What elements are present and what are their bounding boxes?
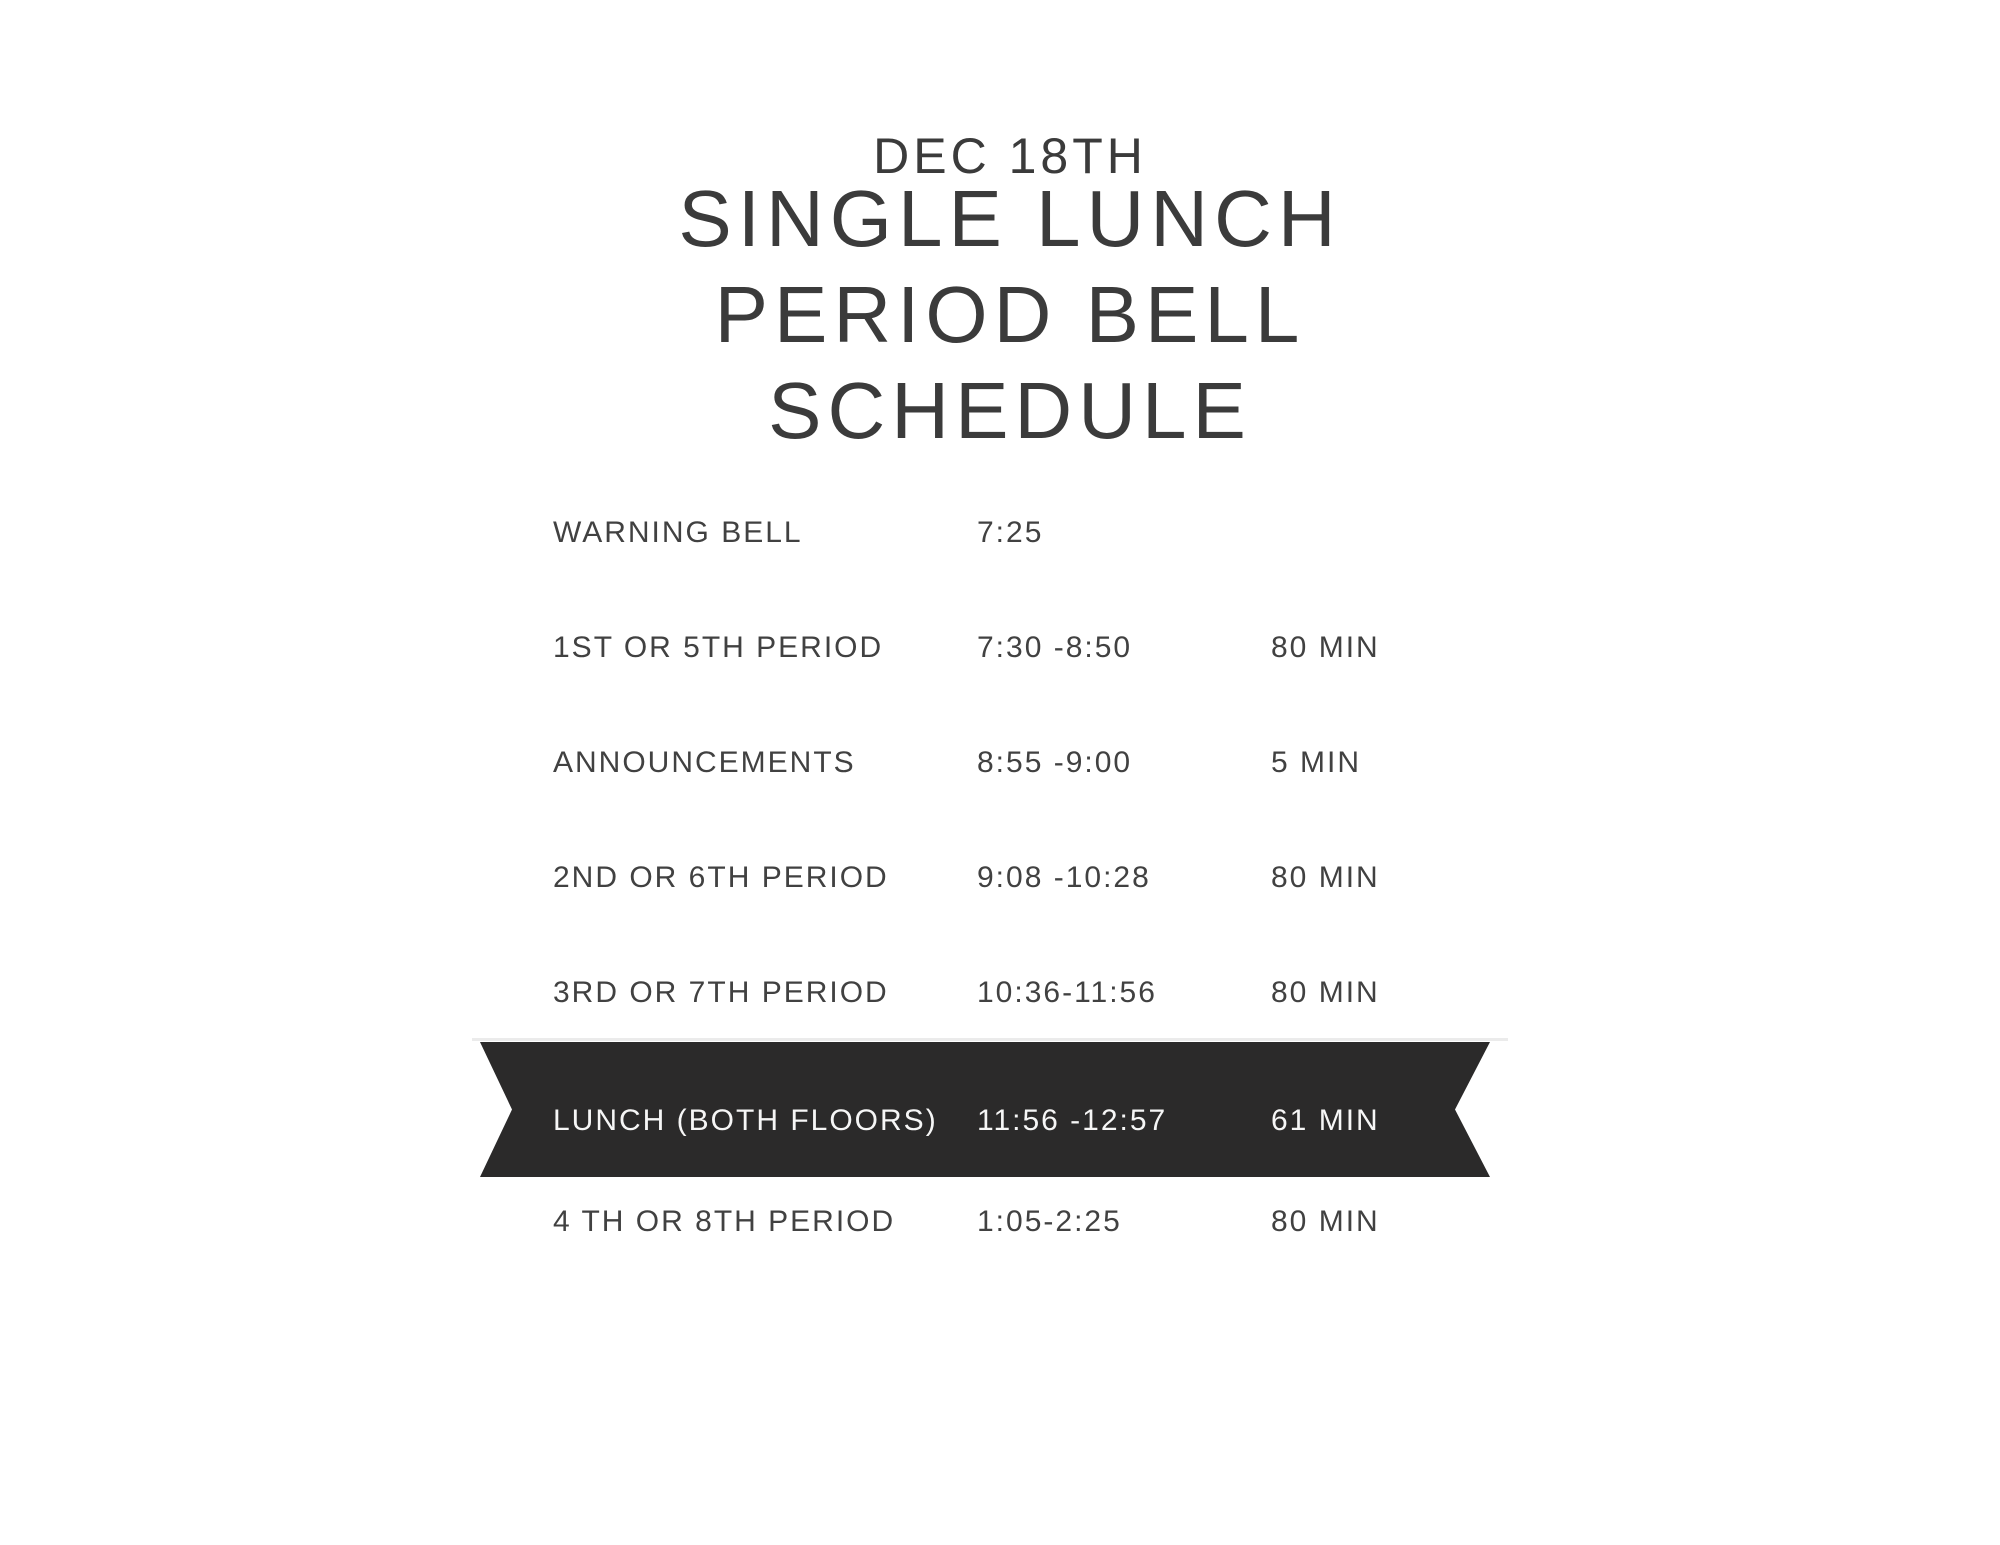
title-line-1: SINGLE LUNCH [678, 174, 1342, 263]
row-label: 1ST OR 5TH PERIOD [553, 631, 884, 664]
row-label: 3RD OR 7TH PERIOD [553, 976, 889, 1009]
row-duration: 80 MIN [1271, 1205, 1380, 1238]
row-time: 8:55 -9:00 [977, 746, 1133, 779]
row-label: ANNOUNCEMENTS [553, 746, 856, 779]
row-label: 2ND OR 6TH PERIOD [553, 861, 889, 894]
row-duration: 61 MIN [1271, 1104, 1380, 1137]
row-label: LUNCH (BOTH FLOORS) [553, 1104, 938, 1137]
date-line: DEC 18TH [873, 128, 1147, 184]
row-duration: 80 MIN [1271, 631, 1380, 664]
page-title [10, 171, 2000, 459]
row-label: WARNING BELL [553, 516, 803, 549]
title-line-3: SCHEDULE [768, 366, 1252, 455]
row-time: 9:08 -10:28 [977, 861, 1151, 894]
row-time: 7:30 -8:50 [977, 631, 1133, 664]
row-time: 1:05-2:25 [977, 1205, 1122, 1238]
row-time: 7:25 [977, 516, 1044, 549]
row-time: 10:36-11:56 [977, 976, 1157, 1009]
row-time: 11:56 -12:57 [977, 1104, 1168, 1137]
row-duration: 80 MIN [1271, 861, 1380, 894]
row-duration: 80 MIN [1271, 976, 1380, 1009]
ribbon-top-shadow [472, 1038, 1508, 1041]
row-duration: 5 MIN [1271, 746, 1362, 779]
title-line-2: PERIOD BELL [714, 270, 1306, 359]
row-label: 4 TH OR 8TH PERIOD [553, 1205, 896, 1238]
